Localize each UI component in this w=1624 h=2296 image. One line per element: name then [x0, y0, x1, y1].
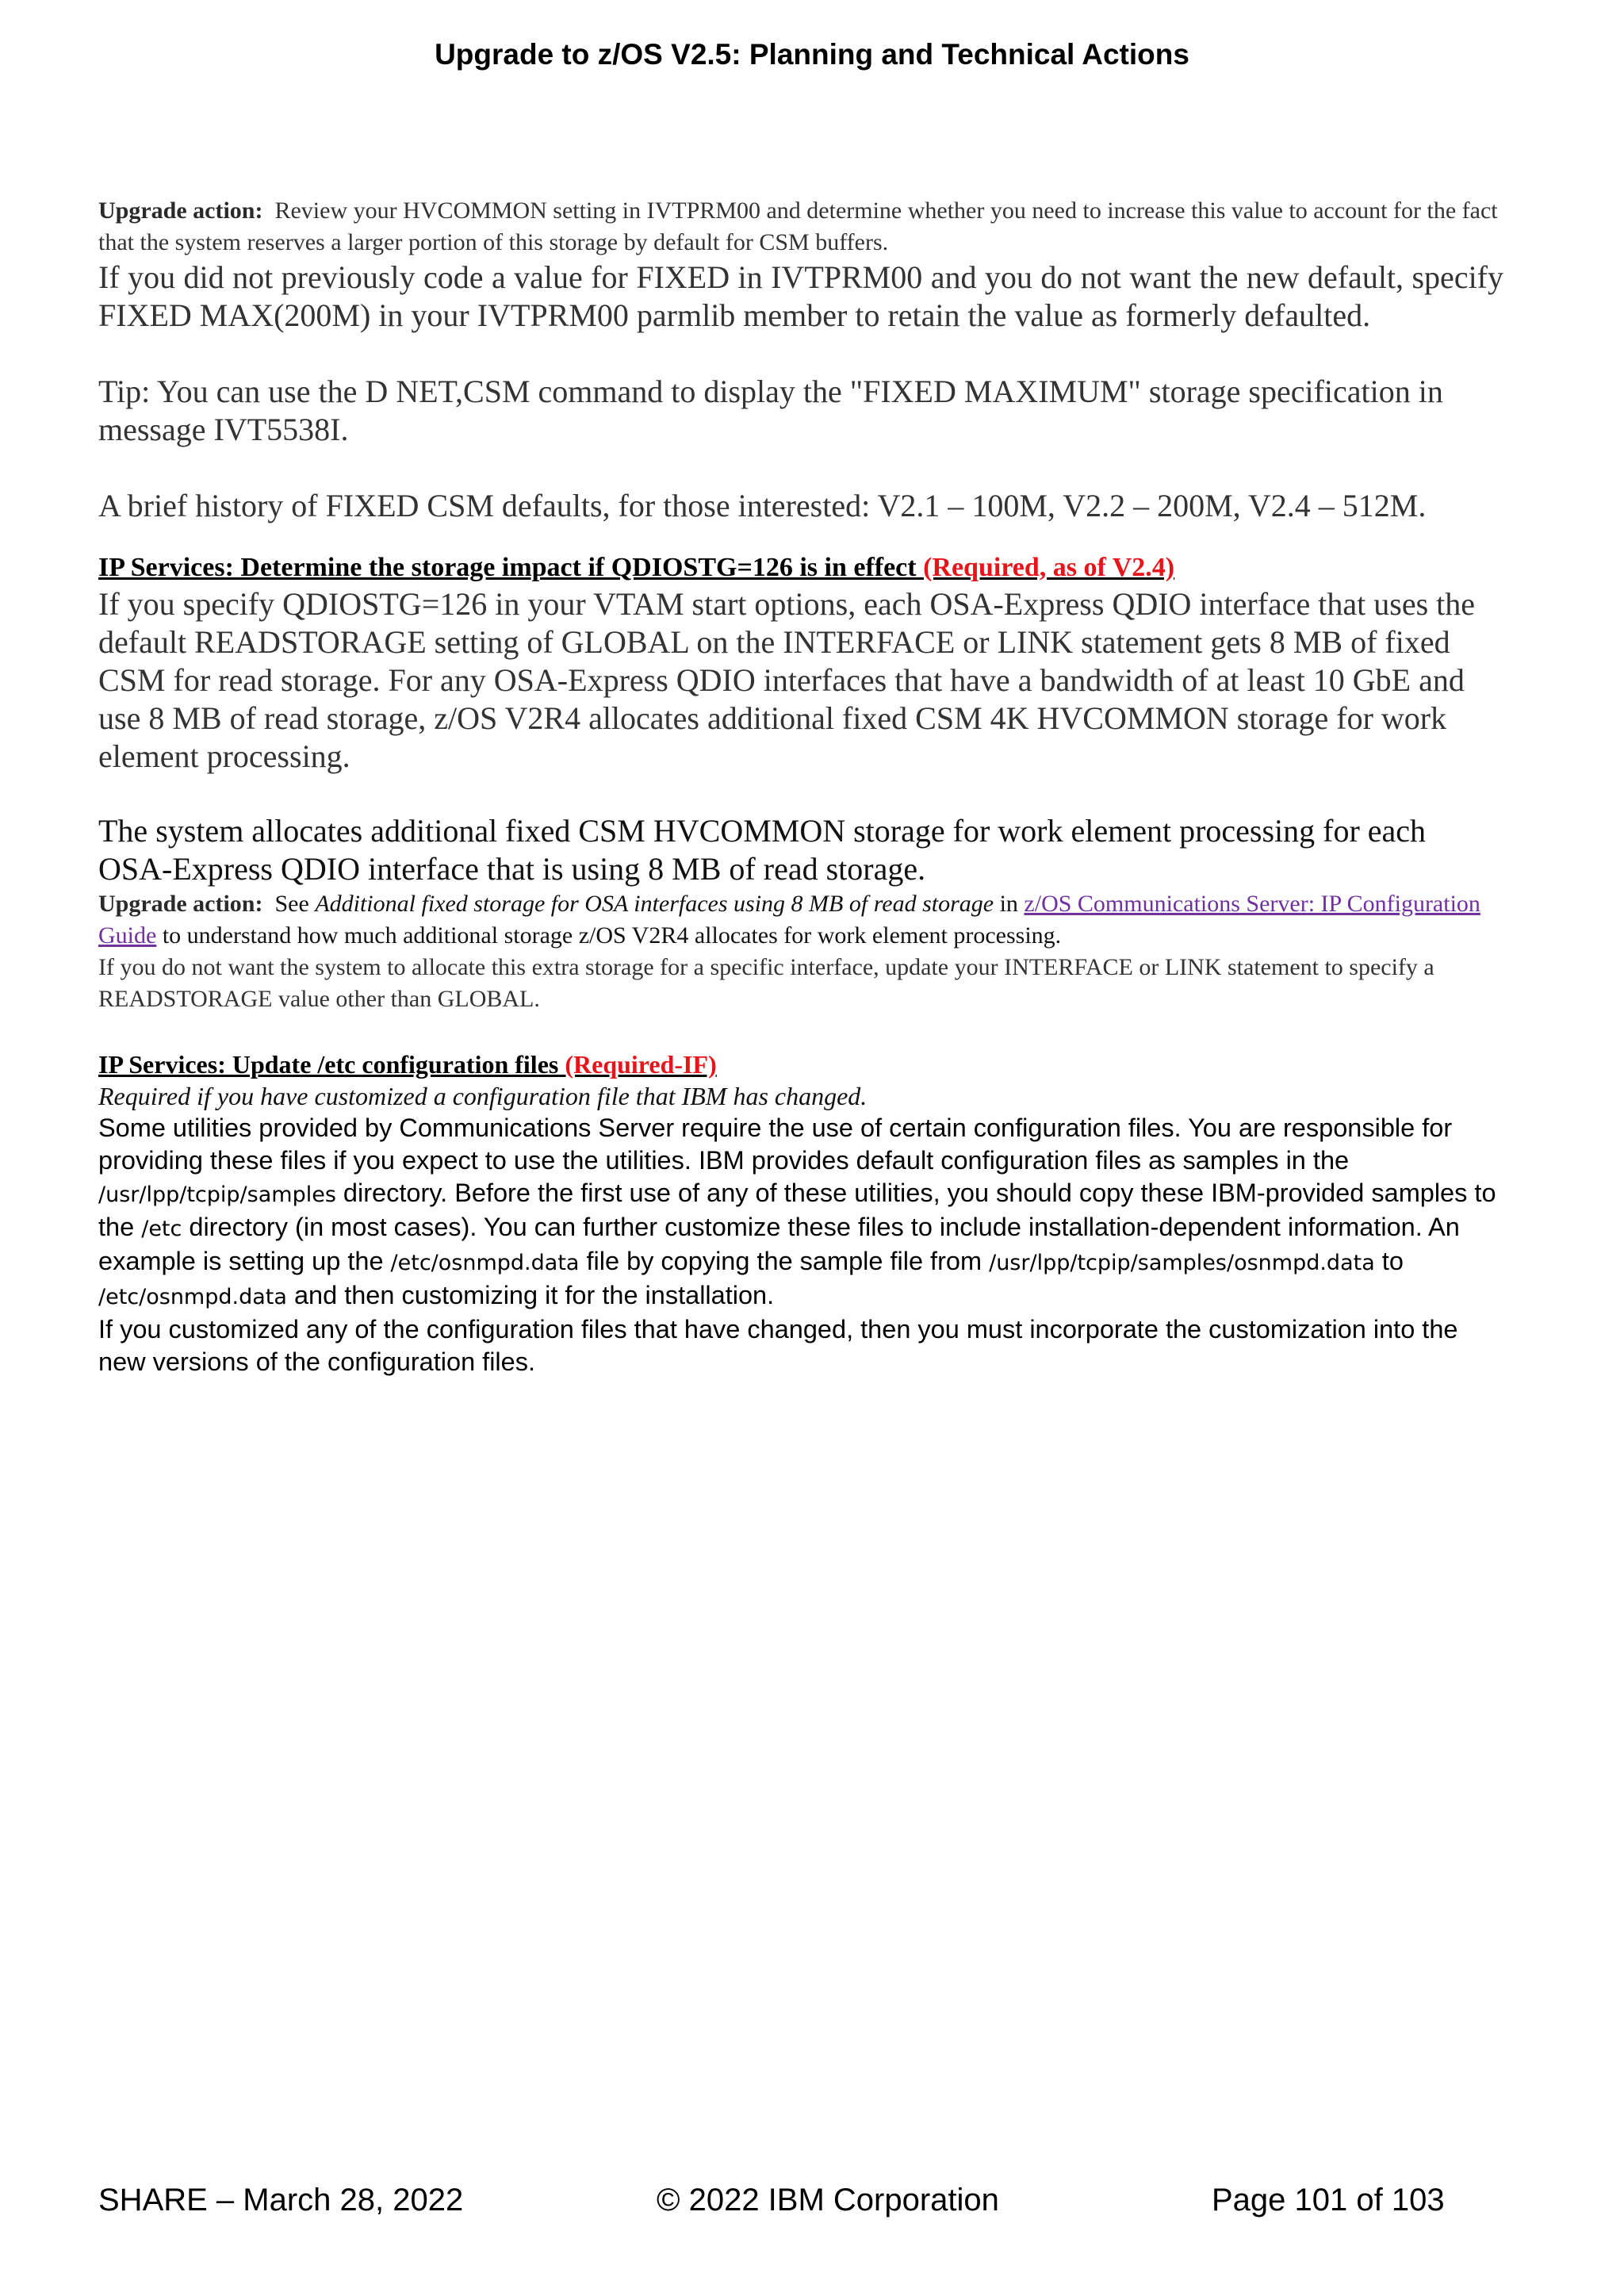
qdiostg-upgrade-action: [98, 888, 1503, 952]
etc-files-requirement-badge: (Required-IF): [558, 1050, 717, 1079]
etc-files-section-heading: [98, 1048, 1503, 1080]
etc-files-paragraph-2: If you customized any of the configuration files that have changed, then you must incorporate the customization into the new versions of the configuration files.: [98, 1315, 1458, 1376]
code-osnmpd-target-path: /etc/osnmpd.data: [98, 1285, 287, 1309]
text-run: to: [1374, 1247, 1404, 1275]
spacer: [98, 335, 1503, 373]
text-run: file by copying the sample file from: [579, 1247, 990, 1275]
qdiostg-section-heading: [98, 550, 1503, 585]
footer-copyright: © 2022 IBM Corporation: [657, 2183, 999, 2217]
spacer: [98, 449, 1503, 487]
page-header-title: Upgrade to z/OS V2.5: Planning and Technical Actions: [435, 38, 1189, 71]
text-run: Some utilities provided by Communications Server require the use of certain configuration files. You are responsible for providing these files if you expect to use the utilities. IBM provides default configuration files as samples in the: [98, 1114, 1453, 1175]
footer-page-number: Page 101 of 103: [1212, 2183, 1445, 2217]
code-etc-path: /etc: [141, 1217, 182, 1241]
tip-paragraph: Tip: You can use the D NET,CSM command to display the "FIXED MAXIMUM" storage specification in message IVT5538I.: [98, 374, 1443, 447]
ip-configuration-guide-link[interactable]: z/OS Communications Server: IP Configuration Guide: [98, 891, 1480, 949]
qdiostg-requirement-badge: (Required, as of V2.4): [916, 553, 1175, 582]
upgrade-action-text: Review your HVCOMMON setting in IVTPRM00 and determine whether you need to increase this value to account for the fact that the system reserves a larger portion of this storage by default for CSM buffers.: [98, 197, 1498, 255]
text-run: directory (in most cases). You can further customize these files to include installation-dependent information. An example is setting up the: [98, 1213, 1460, 1275]
text-run: directory. Before the first use of any of these utilities, you should copy these IBM-provided samples to the: [98, 1179, 1496, 1241]
etc-files-condition: Required if you have customized a configuration file that IBM has changed.: [98, 1082, 868, 1110]
qdiostg-paragraph-2: The system allocates additional fixed CSM HVCOMMON storage for work element processing for each OSA-Express QDIO interface that is using 8 MB of read storage.: [98, 813, 1427, 887]
etc-files-paragraph-1: [98, 1112, 1503, 1313]
upgrade-action-label: Upgrade action:: [98, 197, 263, 224]
spacer: [98, 525, 1503, 550]
upgrade-rest-text: to understand how much additional storage z/OS V2R4 allocates for work element processing.: [156, 922, 1062, 949]
qdiostg-heading-text: IP Services: Determine the storage impact if QDIOSTG=126 is in effect: [98, 553, 917, 582]
history-paragraph: A brief history of FIXED CSM defaults, for those interested: V2.1 – 100M, V2.2 – 200M, V2.4 – 512M.: [98, 488, 1427, 523]
qdiostg-paragraph-3: If you do not want the system to allocate this extra storage for a specific interface, update your INTERFACE or LINK statement to specify a READSTORAGE value other than GLOBAL.: [98, 954, 1434, 1012]
code-samples-path: /usr/lpp/tcpip/samples: [98, 1182, 336, 1207]
text-run: and then customizing it for the installation.: [286, 1281, 775, 1309]
code-osnmpd-path: /etc/osnmpd.data: [390, 1251, 580, 1275]
code-sample-osnmpd-path: /usr/lpp/tcpip/samples/osnmpd.data: [989, 1251, 1375, 1275]
spacer: [98, 776, 1503, 812]
document-body: [98, 195, 1503, 1378]
fixed-default-paragraph: If you did not previously code a value for FIXED in IVTPRM00 and you do not want the new default, specify FIXED MAX(200M) in your IVTPRM00 parmlib member to retain the value as formerly defaulted.: [98, 259, 1503, 333]
qdiostg-paragraph-1: If you specify QDIOSTG=126 in your VTAM start options, each OSA-Express QDIO interface that uses the default READSTORAGE setting of GLOBAL on the INTERFACE or LINK statement gets 8 MB of fixed CSM for read storage. For any OSA-Express QDIO interfaces that have a bandwidth of at least 10 GbE and use 8 MB of read storage, z/OS V2R4 allocates additional fixed CSM 4K HVCOMMON storage for work element processing.: [98, 586, 1476, 774]
upgrade-action-label: Upgrade action:: [98, 891, 263, 917]
upgrade-topic-title: Additional fixed storage for OSA interfaces using 8 MB of read storage: [315, 891, 994, 917]
footer-event-date: SHARE – March 28, 2022: [98, 2183, 464, 2217]
upgrade-in-text: in: [994, 891, 1025, 917]
upgrade-see-text: See: [274, 891, 316, 917]
etc-files-heading-text: IP Services: Update /etc configuration files: [98, 1050, 559, 1079]
spacer: [98, 1015, 1503, 1048]
hvcommon-upgrade-action: [98, 195, 1503, 259]
